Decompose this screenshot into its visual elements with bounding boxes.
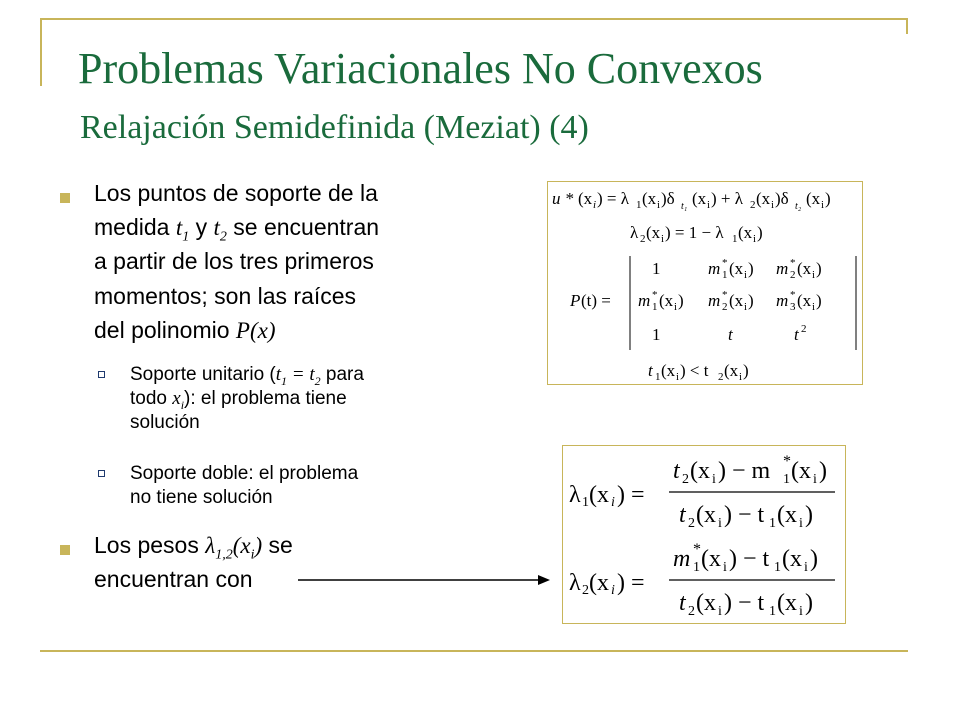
svg-text:i: i — [707, 199, 711, 211]
svg-text:) − t: ) − t — [724, 502, 765, 528]
svg-text:i: i — [744, 269, 748, 281]
svg-text:t: t — [728, 325, 733, 344]
svg-text:(x: (x — [578, 189, 593, 208]
sub1-el-problema-tiene: ): el problema tiene — [184, 388, 347, 409]
svg-text:1: 1 — [722, 269, 728, 281]
svg-text:*: * — [722, 289, 728, 301]
svg-text:*: * — [790, 257, 796, 269]
svg-text:λ: λ — [569, 570, 581, 596]
bullet2-los-pesos: Los pesos — [94, 532, 199, 558]
svg-text:(x: (x — [692, 189, 707, 208]
lambda-argument: (x — [232, 533, 251, 558]
frame-right-rule — [906, 18, 908, 34]
svg-text:1: 1 — [582, 495, 589, 510]
svg-text:i: i — [718, 604, 722, 619]
square-bullet-icon — [60, 545, 70, 555]
svg-text:) − m: ) − m — [718, 458, 771, 484]
svg-text:) = λ: ) = λ — [597, 189, 629, 208]
svg-text:i: i — [804, 560, 808, 575]
svg-text:i: i — [611, 583, 615, 598]
bullet1-line3: a partir de los tres primeros — [94, 248, 374, 274]
hollow-square-bullet-icon — [98, 371, 107, 380]
sub1-todo: todo — [130, 388, 167, 409]
frame-top-rule — [40, 18, 908, 20]
bullet1-line5 — [94, 315, 276, 346]
svg-text:i: i — [799, 604, 803, 619]
svg-text:1: 1 — [732, 233, 738, 245]
svg-text:) − t: ) − t — [729, 546, 770, 572]
svg-text:*: * — [652, 289, 658, 301]
svg-text:i: i — [674, 301, 678, 313]
svg-text:t: t — [648, 361, 653, 380]
svg-text:(x: (x — [797, 291, 812, 310]
slide-title — [78, 44, 908, 94]
svg-text:): ) — [748, 259, 754, 278]
square-bullet-icon — [60, 193, 70, 203]
svg-text:(x: (x — [696, 590, 716, 616]
svg-text:) + λ: ) + λ — [711, 189, 743, 208]
svg-text:i: i — [739, 371, 743, 383]
sub1-t2-subscript: 2 — [314, 373, 321, 388]
bullet1-line1: Los puntos de soporte de la — [94, 180, 378, 206]
svg-text:) =: ) = — [617, 570, 645, 596]
lambda-subscript: 1,2 — [215, 547, 233, 563]
svg-text:2: 2 — [688, 604, 695, 619]
svg-text:(x: (x — [642, 189, 657, 208]
svg-text:): ) — [816, 291, 822, 310]
svg-text:(x: (x — [806, 189, 821, 208]
svg-text:(x: (x — [791, 458, 811, 484]
arrow-right-icon — [298, 572, 552, 588]
svg-text:) < t: ) < t — [680, 361, 709, 380]
svg-text:1: 1 — [652, 301, 658, 313]
svg-text:(x: (x — [777, 590, 797, 616]
svg-text:i: i — [611, 495, 615, 510]
svg-text:t₂: t₂ — [795, 201, 802, 212]
svg-text:(x: (x — [646, 223, 661, 242]
svg-text:i: i — [593, 199, 597, 211]
title-subtitle: Relajación Semidefinida (Meziat) (4) — [80, 109, 589, 146]
lambda-argument-subscript: i — [250, 547, 255, 563]
svg-text:): ) — [819, 458, 827, 484]
svg-text:1: 1 — [655, 371, 661, 383]
svg-text:m: m — [673, 546, 691, 572]
svg-text:m: m — [776, 291, 789, 310]
svg-text:(x: (x — [797, 259, 812, 278]
equation-box-support — [547, 181, 863, 385]
svg-text:1: 1 — [769, 516, 776, 531]
svg-text:i: i — [661, 233, 665, 245]
svg-text:2: 2 — [718, 371, 724, 383]
svg-text:i: i — [676, 371, 680, 383]
svg-text:(x: (x — [589, 570, 609, 596]
svg-text:m: m — [708, 291, 721, 310]
svg-text:1: 1 — [769, 604, 776, 619]
polynomial-symbol: P(x) — [235, 318, 276, 343]
svg-text:i: i — [812, 301, 816, 313]
svg-text:i: i — [812, 269, 816, 281]
svg-text:(x: (x — [696, 502, 716, 528]
svg-text:(x: (x — [738, 223, 753, 242]
sub1-x-subscript: i — [180, 397, 185, 412]
svg-text:i: i — [799, 516, 803, 531]
svg-text:*: * — [790, 289, 796, 301]
svg-text:2: 2 — [640, 233, 646, 245]
bullet2-se: se — [268, 532, 293, 558]
svg-text:t: t — [679, 590, 686, 616]
svg-text:2: 2 — [750, 199, 756, 211]
svg-text:i: i — [712, 472, 716, 487]
frame-bottom-rule — [40, 650, 908, 652]
svg-text:(x: (x — [777, 502, 797, 528]
svg-text:3: 3 — [790, 301, 796, 313]
sub1-xi — [172, 388, 185, 412]
t2-subscript: 2 — [219, 229, 227, 245]
svg-text:)δ: )δ — [775, 189, 789, 208]
sub2-line1: Soporte doble: el problema — [130, 463, 359, 484]
svg-text:λ: λ — [569, 482, 581, 508]
svg-text:(t) =: (t) = — [581, 291, 611, 310]
svg-text:1: 1 — [774, 560, 781, 575]
lambda-close-paren: ) — [254, 533, 263, 558]
svg-text:1: 1 — [652, 259, 661, 278]
svg-text:i: i — [821, 199, 825, 211]
t1-letter: t — [175, 215, 183, 240]
svg-text:*: * — [693, 541, 701, 558]
svg-text:2: 2 — [722, 301, 728, 313]
svg-text:): ) — [757, 223, 763, 242]
sub1-soporte-unitario: Soporte unitario ( — [130, 364, 276, 385]
svg-text:(x: (x — [690, 458, 710, 484]
svg-text:): ) — [743, 361, 749, 380]
sub1-t: t — [275, 364, 282, 385]
svg-text:i: i — [771, 199, 775, 211]
svg-text:): ) — [825, 189, 831, 208]
svg-text:)δ: )δ — [661, 189, 675, 208]
frame-left-rule — [40, 18, 42, 86]
svg-text:2: 2 — [801, 323, 807, 335]
sub1-x: x — [172, 388, 181, 409]
t1-symbol — [175, 215, 190, 245]
svg-text:) = 1 − λ: ) = 1 − λ — [665, 223, 724, 242]
svg-text:(x: (x — [701, 546, 721, 572]
bullet1-medida: medida — [94, 214, 170, 240]
svg-text:t: t — [794, 325, 799, 344]
svg-text:m: m — [776, 259, 789, 278]
t2-letter: t — [213, 215, 220, 240]
svg-text:): ) — [805, 590, 813, 616]
equation-box-weights — [562, 445, 846, 624]
svg-text:) − t: ) − t — [724, 590, 765, 616]
bullet1-line4: momentos; son las raíces — [94, 283, 357, 309]
hollow-square-bullet-icon — [98, 470, 107, 479]
svg-text:i: i — [753, 233, 757, 245]
svg-text:1: 1 — [693, 560, 700, 575]
svg-text:(x: (x — [724, 361, 739, 380]
svg-text:2: 2 — [688, 516, 695, 531]
svg-text:1: 1 — [783, 472, 790, 487]
bullet1-se-encuentran: se encuentran — [233, 214, 380, 240]
svg-text:): ) — [678, 291, 684, 310]
svg-text:(x: (x — [659, 291, 674, 310]
svg-text:(x: (x — [729, 291, 744, 310]
svg-text:2: 2 — [682, 472, 689, 487]
svg-text:): ) — [748, 291, 754, 310]
svg-text:t₁: t₁ — [681, 201, 688, 212]
svg-text:*: * — [783, 453, 791, 470]
bullet1-del-polinomio: del polinomio — [94, 317, 230, 343]
svg-text:2: 2 — [790, 269, 796, 281]
svg-text:(x: (x — [589, 482, 609, 508]
svg-text:t: t — [679, 502, 686, 528]
lambda-symbol — [205, 533, 263, 563]
svg-text:i: i — [723, 560, 727, 575]
t1-subscript: 1 — [182, 229, 190, 245]
svg-text:i: i — [744, 301, 748, 313]
sub1-equals-t: = t — [287, 364, 315, 385]
bullet2-line2: encuentran con — [94, 566, 253, 592]
sub1-line3: solución — [130, 412, 200, 433]
svg-text:t: t — [673, 458, 680, 484]
svg-text:(x: (x — [782, 546, 802, 572]
svg-text:) =: ) = — [617, 482, 645, 508]
svg-text:i: i — [813, 472, 817, 487]
svg-text:i: i — [718, 516, 722, 531]
sub1-equation — [275, 364, 321, 388]
svg-text:m: m — [708, 259, 721, 278]
svg-text:u *: u * — [552, 189, 574, 208]
bullet1-y: y — [195, 214, 208, 240]
svg-text:λ: λ — [630, 223, 639, 242]
svg-text:): ) — [810, 546, 818, 572]
svg-text:2: 2 — [582, 583, 589, 598]
sub2-line2: no tiene solución — [130, 487, 273, 508]
svg-text:1: 1 — [652, 325, 661, 344]
svg-text:(x: (x — [661, 361, 676, 380]
t2-symbol — [213, 215, 227, 245]
sub1-para: para — [320, 364, 364, 385]
svg-text:): ) — [816, 259, 822, 278]
support-equations-image — [548, 182, 862, 384]
title-main: Problemas Variacionales No Convexos — [78, 44, 763, 93]
sub1-t1-subscript: 1 — [281, 373, 288, 388]
svg-text:): ) — [805, 502, 813, 528]
svg-text:i: i — [657, 199, 661, 211]
svg-text:1: 1 — [636, 199, 642, 211]
lambda-letter: λ — [205, 533, 216, 558]
weights-equations-image — [563, 446, 845, 623]
svg-text:*: * — [722, 257, 728, 269]
svg-text:P: P — [570, 291, 581, 310]
svg-text:(x: (x — [756, 189, 771, 208]
svg-text:(x: (x — [729, 259, 744, 278]
svg-text:m: m — [638, 291, 651, 310]
